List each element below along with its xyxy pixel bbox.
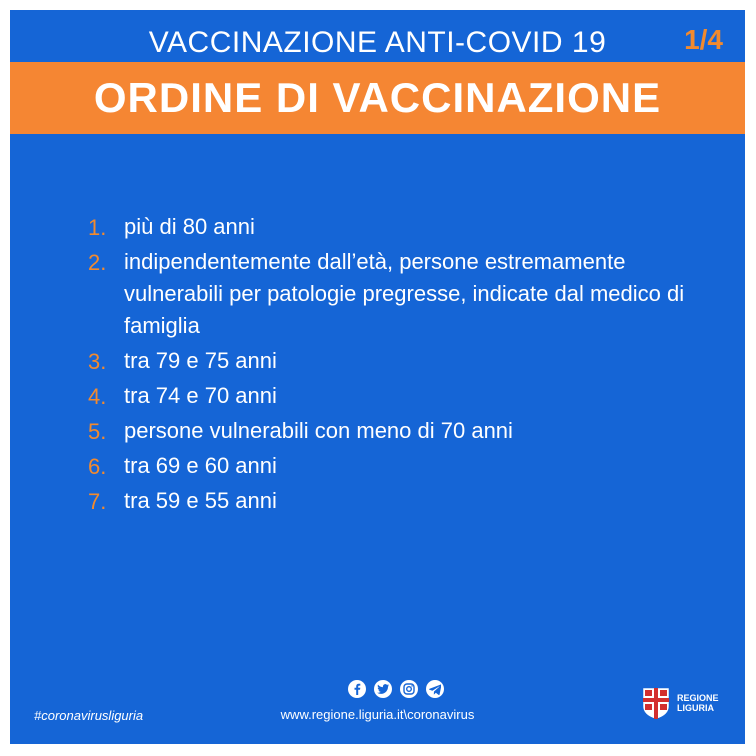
list-item-number: 4.: [88, 384, 107, 409]
list-item: [88, 417, 708, 447]
list-item: [88, 382, 708, 412]
list-item: [88, 487, 708, 517]
list-item-text: tra 74 e 70 anni: [124, 383, 277, 408]
list-item-text: tra 59 e 55 anni: [124, 488, 277, 513]
title-banner: [10, 62, 745, 134]
list-item-text: indipendentemente dall’età, persone estremamente vulnerabili per patologie pregresse, indicate dal medico di famiglia: [124, 249, 685, 338]
list-item-text: più di 80 anni: [124, 214, 255, 239]
page-counter: 1/4: [684, 24, 723, 55]
list-item-text: tra 69 e 60 anni: [124, 453, 277, 478]
list-item: [88, 213, 708, 243]
list-item: [88, 452, 708, 482]
list-item-text: persone vulnerabili con meno di 70 anni: [124, 418, 513, 443]
facebook-icon[interactable]: [348, 680, 366, 698]
logo-text-line2: LIGURIA: [677, 703, 714, 713]
infographic-card: [10, 10, 745, 744]
liguria-crest-icon: [641, 686, 671, 720]
list-item-number: 1.: [88, 215, 107, 240]
vaccination-order-list: [88, 213, 708, 522]
list-item-number: 5.: [88, 419, 107, 444]
list-item: [88, 347, 708, 377]
logo-text-line1: REGIONE: [677, 693, 719, 703]
list-item-number: 2.: [88, 250, 107, 275]
list-item: [88, 248, 708, 342]
website-link[interactable]: www.regione.liguria.it\coronavirus: [280, 707, 475, 722]
list-item-number: 6.: [88, 454, 107, 479]
list-item-number: 3.: [88, 349, 107, 374]
hashtag: #coronavirusliguria: [34, 708, 144, 723]
list-item-number: 7.: [88, 489, 107, 514]
instagram-icon[interactable]: [400, 680, 418, 698]
header-title: VACCINAZIONE ANTI-COVID 19: [148, 26, 607, 59]
telegram-icon[interactable]: [426, 680, 444, 698]
social-links: [348, 680, 444, 698]
list-item-text: tra 79 e 75 anni: [124, 348, 277, 373]
twitter-icon[interactable]: [374, 680, 392, 698]
regione-liguria-logo: [641, 686, 723, 720]
banner-title: ORDINE DI VACCINAZIONE: [93, 74, 662, 121]
